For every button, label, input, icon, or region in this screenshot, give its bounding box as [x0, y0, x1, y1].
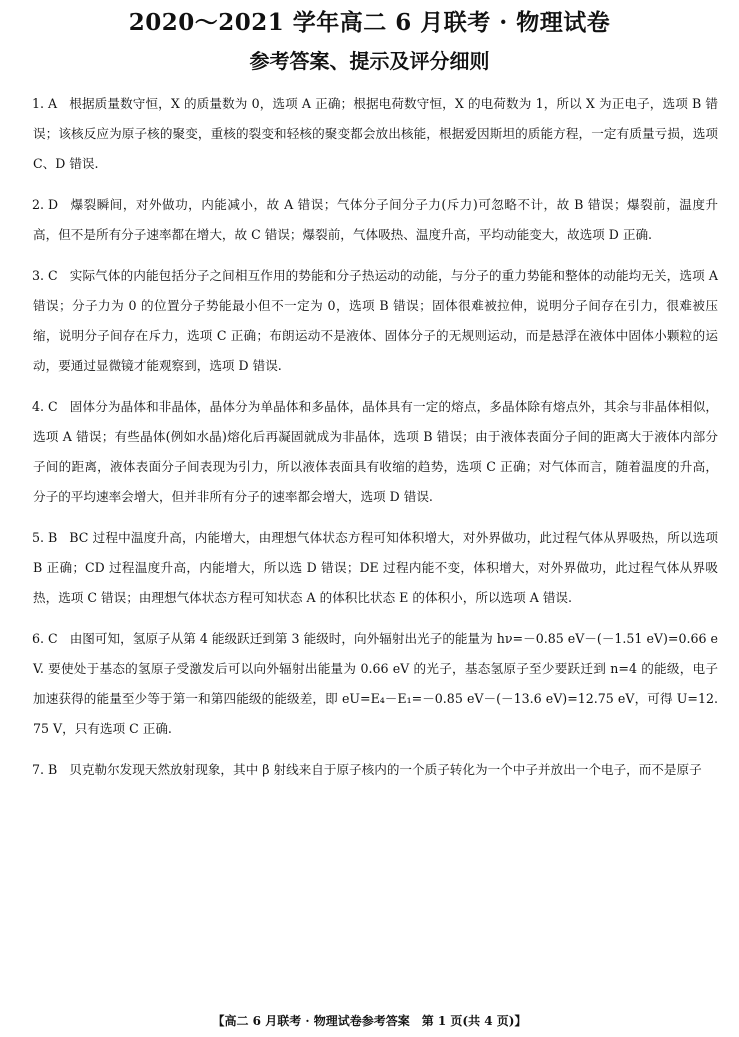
answer-explanation: 实际气体的内能包括分子之间相互作用的势能和分子热运动的动能，与分子的重力势能和整体的动能均无关，选项 A 错误；分子力为 0 的位置分子势能最小但不一定为 0，选项 B 错误；固体很难被拉伸，说明分子间存在引力，很难被压缩，说明分子间存在斥力，选项 C 正确；布朗运动不是液体、固体分子的无规则运动，而是悬浮在液体中固体小颗粒的运动，要通过显微镜才能观察到，选项 D 错误.	[33, 268, 718, 373]
answer-number: 4.	[32, 399, 45, 414]
answer-item-7	[33, 755, 718, 785]
answer-item-3	[33, 261, 718, 381]
answer-key: D	[48, 197, 59, 212]
answer-key: C	[48, 268, 58, 283]
answer-number: 6.	[32, 631, 45, 646]
answer-number: 7.	[32, 762, 45, 777]
answer-key: C	[48, 399, 58, 414]
answer-item-4	[33, 392, 718, 512]
answer-list	[33, 89, 718, 796]
answer-item-2	[33, 190, 718, 250]
answer-explanation: BC 过程中温度升高，内能增大，由理想气体状态方程可知体积增大，对外界做功，此过程气体从界吸热，所以选项 B 正确；CD 过程温度升高，内能增大，所以选 D 错误；DE 过程内能不变，体积增大，对外界做功，此过程气体从界吸热，选项 C 错误；由理想气体状态方程可知状态 A 的体积比状态 E 的体积小，所以选项 A 错误.	[33, 530, 718, 605]
answer-number: 5.	[32, 530, 45, 545]
answer-key: B	[48, 762, 58, 777]
answer-number: 2.	[32, 197, 45, 212]
answer-explanation: 贝克勒尔发现天然放射现象，其中 β 射线来自于原子核内的一个质子转化为一个中子并放出一个电子，而不是原子	[69, 762, 702, 777]
answer-explanation: 根据质量数守恒，X 的质量数为 0，选项 A 正确；根据电荷数守恒，X 的电荷数为 1，所以 X 为正电子，选项 B 错误；该核反应为原子核的聚变，重核的裂变和轻核的聚变都会放出核能，根据爱因斯坦的质能方程，一定有质量亏损，选项 C、D 错误.	[33, 96, 718, 171]
answer-explanation: 固体分为晶体和非晶体，晶体分为单晶体和多晶体，晶体具有一定的熔点，多晶体除有熔点外，其余与非晶体相似，选项 A 错误；有些晶体(例如水晶)熔化后再凝固就成为非晶体，选项 B 错误；由于液体表面分子间的距离大于液体内部分子间的距离，液体表面分子间表现为引力，所以液体表面具有收缩的趋势，选项 C 正确；对气体而言，随着温度的升高，分子的平均速率会增大，但并非所有分子的速率都会增大，选项 D 错误.	[33, 399, 718, 504]
answer-item-5	[33, 523, 718, 613]
page-footer: 【高二 6 月联考 · 物理试卷参考答案 第 1 页(共 4 页)】	[212, 1014, 527, 1028]
answer-number: 1.	[32, 96, 45, 111]
answer-key: B	[48, 530, 58, 545]
answer-explanation: 由图可知，氢原子从第 4 能级跃迁到第 3 能级时，向外辐射出光子的能量为 hν=－0.85 eV－(－1.51 eV)=0.66 eV. 要使处于基态的氢原子受激发后可以向外辐射出能量为 0.66 eV 的光子，基态氢原子至少要跃迁到 n=4 的能级，电子加速获得的能量至少等于第一和第四能级的能级差，即 eU=E₄－E₁=－0.85 eV－(－13.6 eV)=12.75 eV，可得 U=12.75 V，只有选项 C 正确.	[33, 631, 718, 736]
answer-number: 3.	[32, 268, 45, 283]
answer-explanation: 爆裂瞬间，对外做功，内能减小，故 A 错误；气体分子间分子力(斥力)可忽略不计，故 B 错误；爆裂前，温度升高，但不是所有分子速率都在增大，故 C 错误；爆裂前，气体吸热、温度升高，平均动能变大，故选项 D 正确.	[33, 197, 718, 242]
answer-item-1	[33, 89, 718, 179]
page-subtitle: 参考答案、提示及评分细则	[249, 49, 490, 73]
page-title: 2020～2021 学年高二 6 月联考 · 物理试卷	[128, 9, 611, 36]
answer-key: A	[48, 96, 58, 111]
answer-item-6	[33, 624, 718, 744]
answer-key: C	[48, 631, 58, 646]
